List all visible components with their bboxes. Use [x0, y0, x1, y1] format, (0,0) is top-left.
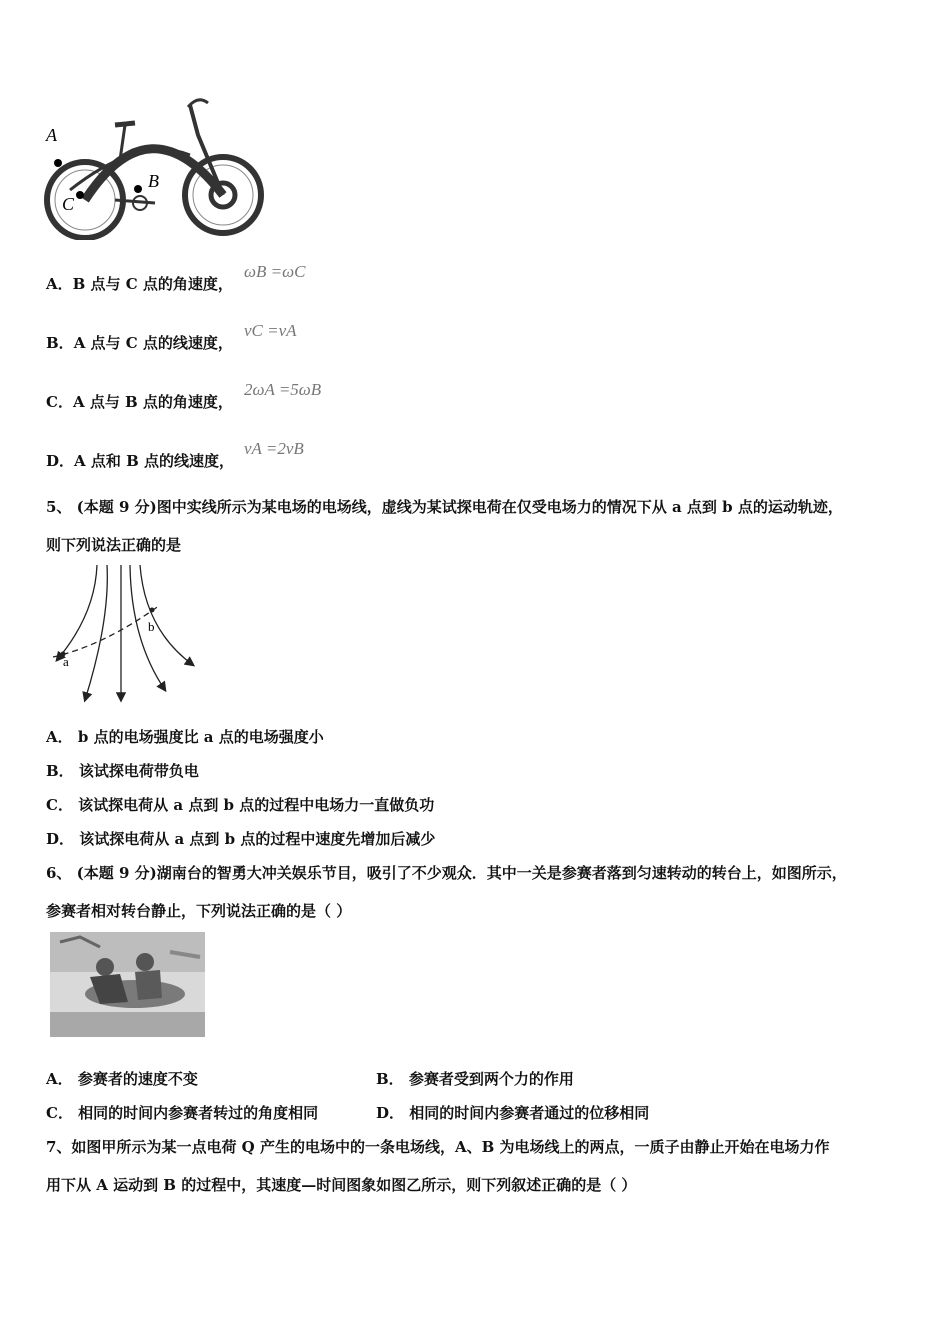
q6-stem-line2: 参赛者相对转台静止，下列说法正确的是（ ） [46, 902, 352, 920]
q6-stem-line1: 6、 (本题 9 分)湖南台的智勇大冲关娱乐节目，吸引了不少观众．其中一关是参赛者落到匀速转动的转台上，如图所示， [46, 864, 847, 882]
q4-option-c-formula: 2ωA =5ωB [244, 380, 322, 399]
label-b: b [148, 619, 155, 634]
label-a: a [63, 654, 69, 669]
q6-option-c: C． 相同的时间内参赛者转过的角度相同 [46, 1104, 319, 1122]
q7-stem-line2: 用下从 A 运动到 B 的过程中，其速度—时间图象如图乙所示，则下列叙述正确的是（ ） [46, 1176, 637, 1194]
q6-option-b: B． 参赛者受到两个力的作用 [376, 1070, 574, 1088]
q5-stem-line2: 则下列说法正确的是 [46, 536, 182, 554]
q5-option-c: C． 该试探电荷从 a 点到 b 点的过程中电场力一直做负功 [46, 796, 435, 814]
q4-option-a-formula: ωB =ωC [244, 262, 306, 281]
q5-option-b: B． 该试探电荷带负电 [46, 762, 199, 780]
label-point-c: C [62, 194, 75, 214]
q4-option-b-formula: vC =vA [244, 321, 297, 340]
turntable-photo [50, 932, 205, 1037]
q4-option-c: C．A 点与 B 点的角速度， [46, 393, 233, 411]
label-point-b: B [148, 171, 159, 191]
q5-option-d: D． 该试探电荷从 a 点到 b 点的过程中速度先增加后减少 [46, 830, 436, 848]
bicycle-figure [40, 95, 265, 240]
q7-stem-line1: 7、如图甲所示为某一点电荷 Q 产生的电场中的一条电场线，A、B 为电场线上的两点，一质子由静止开始在电场力作 [46, 1138, 830, 1156]
q6-option-a: A． 参赛者的速度不变 [46, 1070, 198, 1088]
q4-option-b: B．A 点与 C 点的线速度， [46, 334, 233, 352]
q5-option-a: A． b 点的电场强度比 a 点的电场强度小 [46, 728, 324, 746]
q4-option-a: A．B 点与 C 点的角速度， [46, 275, 233, 293]
q5-stem-line1: 5、 (本题 9 分)图中实线所示为某电场的电场线，虚线为某试探电荷在仅受电场力的情况下从 a 点到 b 点的运动轨迹， [46, 498, 843, 516]
q4-option-d: D．A 点和 B 点的线速度， [46, 452, 234, 470]
q4-option-d-formula: vA =2vB [244, 439, 304, 458]
label-point-a: A [46, 125, 57, 145]
q6-option-d: D． 相同的时间内参赛者通过的位移相同 [376, 1104, 650, 1122]
electric-field-figure [45, 560, 210, 705]
